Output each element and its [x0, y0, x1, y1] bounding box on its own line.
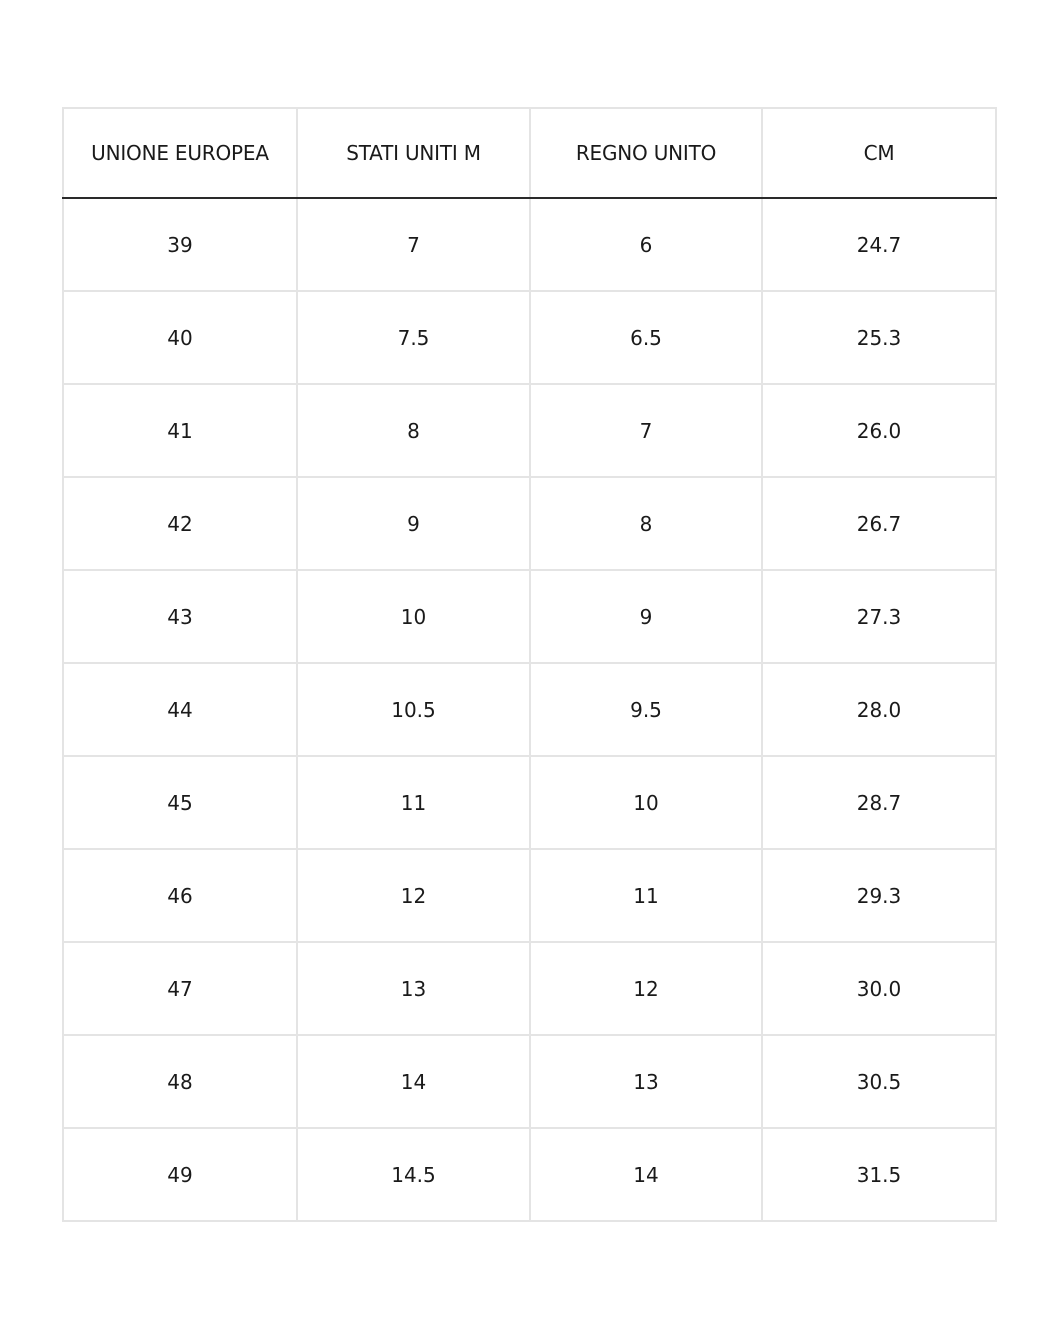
size-chart-table — [62, 107, 997, 1222]
table-cell-us-m: 12 — [297, 849, 530, 942]
table-cell-eu: 39 — [63, 198, 297, 291]
table-row — [63, 1035, 996, 1128]
table-cell-cm: 30.5 — [762, 1035, 996, 1128]
table-cell-us-m: 8 — [297, 384, 530, 477]
table-cell-uk: 14 — [530, 1128, 762, 1221]
table-cell-cm: 25.3 — [762, 291, 996, 384]
table-row — [63, 1128, 996, 1221]
table-cell-cm: 28.7 — [762, 756, 996, 849]
table-row — [63, 198, 996, 291]
table-row — [63, 477, 996, 570]
table-cell-us-m: 14 — [297, 1035, 530, 1128]
table-row — [63, 849, 996, 942]
table-cell-eu: 41 — [63, 384, 297, 477]
table-cell-cm: 31.5 — [762, 1128, 996, 1221]
table-cell-cm: 28.0 — [762, 663, 996, 756]
table-row — [63, 663, 996, 756]
table-cell-eu: 46 — [63, 849, 297, 942]
table-row — [63, 756, 996, 849]
table-cell-uk: 9.5 — [530, 663, 762, 756]
table-cell-cm: 27.3 — [762, 570, 996, 663]
table-cell-uk: 9 — [530, 570, 762, 663]
table-cell-eu: 40 — [63, 291, 297, 384]
table-cell-us-m: 7.5 — [297, 291, 530, 384]
table-cell-uk: 6 — [530, 198, 762, 291]
table-cell-cm: 26.7 — [762, 477, 996, 570]
table-cell-uk: 11 — [530, 849, 762, 942]
table-cell-eu: 44 — [63, 663, 297, 756]
table-cell-us-m: 13 — [297, 942, 530, 1035]
table-row — [63, 291, 996, 384]
table-row — [63, 384, 996, 477]
table-cell-uk: 13 — [530, 1035, 762, 1128]
table-cell-uk: 8 — [530, 477, 762, 570]
table-cell-eu: 48 — [63, 1035, 297, 1128]
table-cell-eu: 45 — [63, 756, 297, 849]
table-cell-uk: 10 — [530, 756, 762, 849]
table-cell-uk: 6.5 — [530, 291, 762, 384]
column-header-eu: UNIONE EUROPEA — [63, 108, 297, 198]
table-cell-cm: 30.0 — [762, 942, 996, 1035]
table-cell-cm: 26.0 — [762, 384, 996, 477]
table-cell-us-m: 10 — [297, 570, 530, 663]
table-row — [63, 570, 996, 663]
table-cell-us-m: 9 — [297, 477, 530, 570]
column-header-uk: REGNO UNITO — [530, 108, 762, 198]
table-cell-cm: 24.7 — [762, 198, 996, 291]
table-cell-us-m: 10.5 — [297, 663, 530, 756]
table-cell-eu: 49 — [63, 1128, 297, 1221]
column-header-cm: CM — [762, 108, 996, 198]
table-cell-us-m: 11 — [297, 756, 530, 849]
table-header — [63, 108, 996, 198]
table-cell-cm: 29.3 — [762, 849, 996, 942]
table-body — [63, 198, 996, 1221]
table-cell-eu: 47 — [63, 942, 297, 1035]
table-cell-eu: 42 — [63, 477, 297, 570]
table-cell-us-m: 7 — [297, 198, 530, 291]
table-cell-eu: 43 — [63, 570, 297, 663]
table-cell-uk: 7 — [530, 384, 762, 477]
table-cell-us-m: 14.5 — [297, 1128, 530, 1221]
header-row — [63, 108, 996, 198]
table-row — [63, 942, 996, 1035]
column-header-us-m: STATI UNITI M — [297, 108, 530, 198]
table-cell-uk: 12 — [530, 942, 762, 1035]
